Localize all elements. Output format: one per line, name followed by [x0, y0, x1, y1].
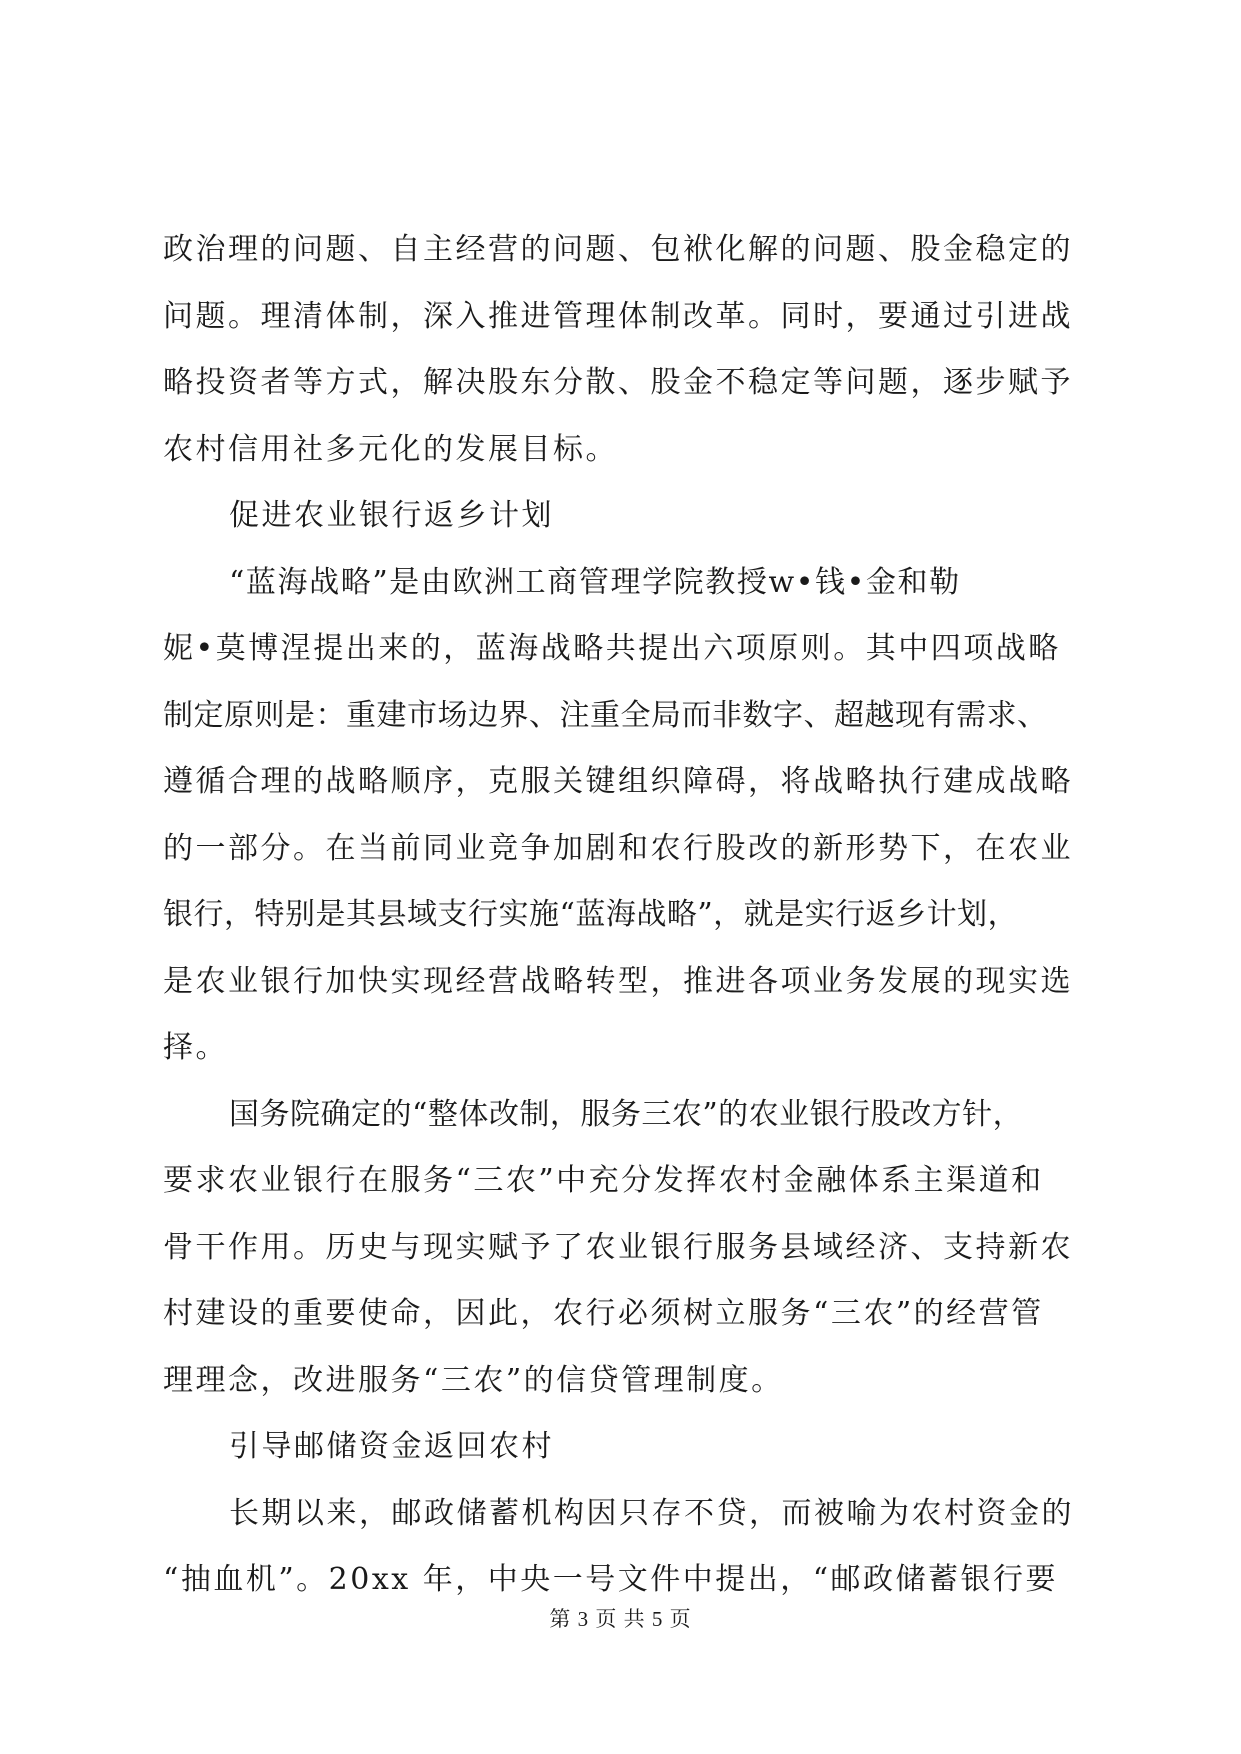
text-line: 长期以来，邮政储蓄机构因只存不贷，而被喻为农村资金的 — [229, 1495, 1074, 1531]
text-line: 农村信用社多元化的发展目标。 — [163, 431, 618, 467]
section-heading: 促进农业银行返乡计划 — [229, 498, 554, 533]
text-line: 要求农业银行在服务“三农”中充分发挥农村金融体系主渠道和 — [163, 1163, 1044, 1198]
text-line: 制定原则是：重建市场边界、注重全局而非数字、超越现有需求、 — [163, 697, 1048, 733]
text-line: 择。 — [163, 1030, 228, 1065]
section-heading: 引导邮储资金返回农村 — [229, 1429, 554, 1464]
text-line: 村建设的重要使命，因此，农行必须树立服务“三农”的经营管 — [163, 1296, 1044, 1331]
text-line: 妮•莫博涅提出来的，蓝海战略共提出六项原则。其中四项战略 — [163, 631, 1061, 666]
text-line: “蓝海战略”是由欧洲工商管理学院教授w•钱•金和勒 — [229, 564, 961, 600]
text-line: 的一部分。在当前同业竞争加剧和农行股改的新形势下，在农业 — [163, 830, 1073, 866]
page-number-footer: 第 3 页 共 5 页 — [549, 1607, 692, 1631]
text-line: 国务院确定的“整体改制，服务三农”的农业银行股改方针， — [229, 1096, 1024, 1132]
document-body — [163, 230, 1088, 1627]
text-line: 问题。理清体制，深入推进管理体制改革。同时，要通过引进战 — [163, 298, 1073, 334]
text-line: 是农业银行加快实现经营战略转型，推进各项业务发展的现实选 — [163, 963, 1073, 999]
text-line: 骨干作用。历史与现实赋予了农业银行服务县域经济、支持新农 — [163, 1229, 1073, 1265]
text-line: 略投资者等方式，解决股东分散、股金不稳定等问题，逐步赋予 — [163, 365, 1073, 400]
text-line: 遵循合理的战略顺序，克服关键组织障碍，将战略执行建成战略 — [163, 764, 1073, 799]
text-line: 理理念，改进服务“三农”的信贷管理制度。 — [163, 1362, 784, 1398]
text-line: “抽血机”。20xx 年，中央一号文件中提出，“邮政储蓄银行要 — [163, 1562, 1059, 1597]
text-line: 政治理的问题、自主经营的问题、包袱化解的问题、股金稳定的 — [163, 232, 1073, 267]
text-line: 银行，特别是其县域支行实施“蓝海战略”，就是实行返乡计划， — [163, 897, 1019, 932]
